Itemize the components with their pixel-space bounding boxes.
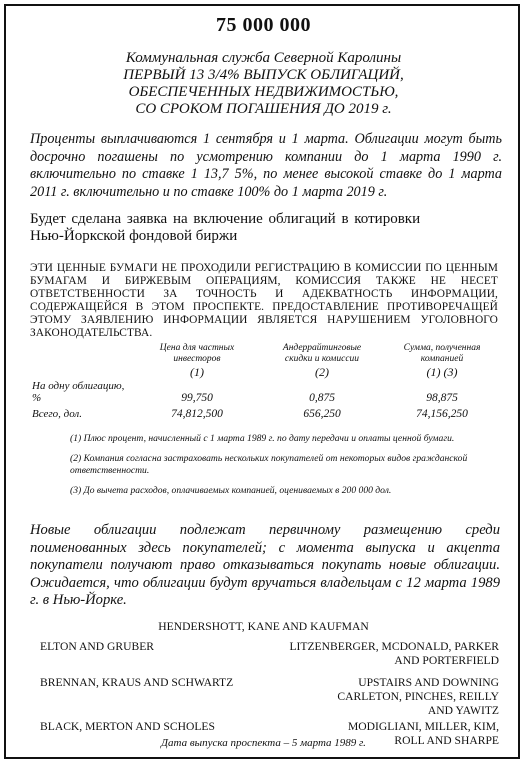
table-cell: 99,750: [181, 392, 213, 404]
underwriter-right: [269, 676, 499, 718]
listing-line-1: Будет сделана заявка на включение облигаций в котировки: [30, 211, 421, 227]
column-note: (2): [315, 365, 329, 379]
column-header-line: Цена для частных: [159, 343, 235, 353]
column-header-line: Андеррайтинговые: [282, 343, 362, 353]
row-label: Всего, дол.: [32, 408, 82, 420]
footnote-1: (1) Плюс процент, начисленный с 1 марта 1989 г. по дату передачи и оплаты ценной бумаги.: [70, 433, 455, 444]
underwriter-line: LITZENBERGER, MCDONALD, PARKER: [289, 640, 499, 653]
issuer-name: Коммунальная служба Северной Каролины: [125, 50, 402, 66]
bond-title-line-2: ОБЕСПЕЧЕННЫХ НЕДВИЖИМОСТЬЮ,: [128, 84, 399, 100]
table-cell: 656,250: [303, 408, 341, 420]
underwriter-line: ROLL AND SHARPE: [394, 734, 499, 747]
underwriter-line: UPSTAIRS AND DOWNING: [358, 676, 499, 689]
underwriter-line: AND PORTERFIELD: [394, 654, 499, 667]
bond-title-line-3: СО СРОКОМ ПОГАШЕНИЯ ДО 2019 г.: [135, 101, 392, 117]
underwriter-line: CARLETON, PINCHES, REILLY: [337, 690, 499, 703]
column-header-line: Сумма, полученная: [403, 343, 481, 353]
underwriter-left: BRENNAN, KRAUS AND SCHWARTZ: [40, 676, 234, 689]
regulatory-notice: ЭТИ ЦЕННЫЕ БУМАГИ НЕ ПРОХОДИЛИ РЕГИСТРАЦИЮ В КОМИССИИ ПО ЦЕННЫМ БУМАГАМ И БИРЖЕВЫМ ОПЕРАЦИЯМ, КОМИССИЯ ТАКЖЕ НЕ НЕСЕТ ОТВЕТСТВЕННОСТИ ЗА ТОЧНОСТЬ И АДЕКВАТНОСТЬ ИНФОРМАЦИИ, СОДЕРЖАЩЕЙСЯ В ЭТОМ ПРОСПЕКТЕ. ПРЕДОСТАВЛЕНИЕ ПРОТИВОРЕЧАЩЕЙ ЭТОМУ ЗАЯВЛЕНИЮ ИНФОРМАЦИИ ЯВЛЯЕТСЯ НАРУШЕНИЕМ УГОЛОВНОГО ЗАКОНОДАТЕЛЬСТВА.: [30, 262, 498, 339]
underwriter-right: [269, 640, 499, 668]
row-label: На одну облигацию, %: [32, 380, 125, 404]
issuer-heading: [0, 50, 527, 118]
column-header: [382, 343, 502, 365]
table-cell: 0,875: [309, 392, 335, 404]
column-note: (1): [190, 365, 204, 379]
underwriter-line: AND YAWITZ: [427, 704, 499, 717]
table-row: [32, 404, 502, 420]
table-cell: 74,156,250: [416, 408, 468, 420]
table-cell: 98,875: [426, 392, 458, 404]
prospectus-date: Дата выпуска проспекта – 5 марта 1989 г.: [161, 737, 366, 749]
lead-underwriter: HENDERSHOTT, KANE AND KAUFMAN: [158, 620, 369, 633]
underwriter-left: ELTON AND GRUBER: [40, 640, 155, 653]
bond-title-line-1: ПЕРВЫЙ 13 3/4% ВЫПУСК ОБЛИГАЦИЙ,: [123, 67, 404, 83]
underwriter-left: BLACK, MERTON AND SCHOLES: [40, 720, 215, 733]
column-header: [132, 343, 262, 365]
table-row: [32, 380, 502, 404]
footnotes: [70, 433, 500, 505]
listing-line-2: Нью-Йоркской фондовой биржи: [30, 228, 238, 244]
footnote-2: (2) Компания согласна застраховать нескольких покупателей от некоторых видов гражданской ответственности.: [70, 453, 468, 476]
column-header-line: компанией: [420, 354, 464, 364]
column-header: [262, 343, 382, 365]
pricing-header-spacer: [32, 343, 132, 365]
offering-amount: 75 000 000: [216, 14, 311, 36]
footnote-3: (3) До вычета расходов, оплачиваемых компанией, оцениваемых в 200 000 дол.: [70, 485, 392, 496]
underwriter-line: MODIGLIANI, MILLER, KIM,: [347, 720, 499, 733]
pricing-table: [32, 343, 502, 420]
column-note: (1) (3): [426, 365, 458, 379]
interest-paragraph: Проценты выплачиваются 1 сентября и 1 марта. Облигации могут быть досрочно погашены по усмотрению компании до 1 марта 1990 г. включительно по ставке 1 13,7 5%, по менее высокой ставке до 1 марта 2011 г. включительно и по ставке 100% до 1 марта 2019 г.: [30, 131, 502, 200]
offering-paragraph: Новые облигации подлежат первичному размещению среди поименованных здесь покупателей; с момента выпуска и акцепта покупатели получают право отказываться покупать новые облигации. Ожидается, что облигации будут вручаться владельцам с 12 марта 1989 г. в Нью-Йорке.: [30, 522, 500, 608]
column-header-line: скидки и комиссии: [284, 354, 360, 364]
column-header-line: инвесторов: [173, 354, 221, 364]
listing-paragraph: [30, 211, 495, 245]
table-cell: 74,812,500: [171, 408, 223, 420]
